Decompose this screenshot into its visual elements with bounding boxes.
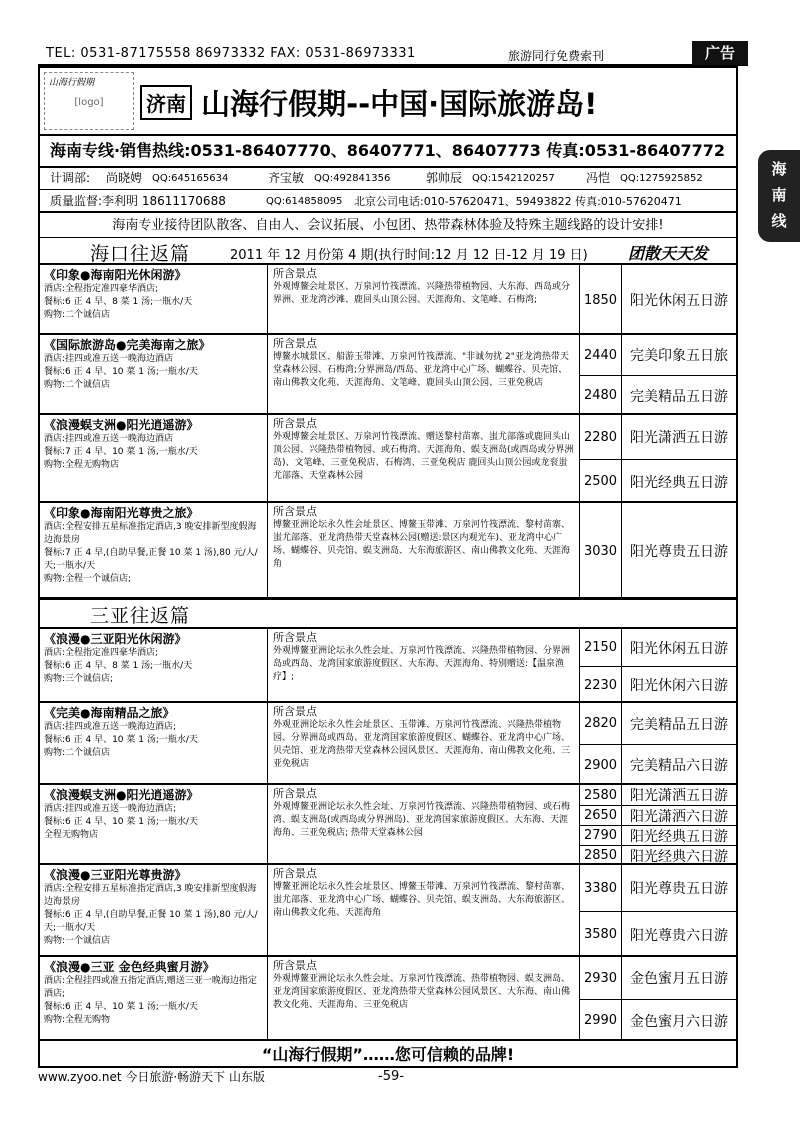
price-line: [580, 865, 736, 911]
staff-qq: QQ:492841356: [314, 173, 391, 184]
meal-info: 餐标:6 正 4 早、10 菜 1 汤;一瓶水/天: [44, 1002, 198, 1012]
price-line: [580, 415, 736, 459]
product-info: [40, 415, 268, 501]
section-title: 海口往返篇: [90, 243, 191, 265]
tour-name: 阳光经典六日游: [630, 848, 728, 865]
product-name: 《浪漫●三亚阳光尊贵游》: [44, 868, 187, 882]
hotel-info: 酒店:挂四或准五送一晚海边酒店;: [44, 804, 177, 814]
staff-qq: QQ:645165634: [152, 173, 229, 184]
sanya-section-header: [40, 599, 736, 629]
scenic-list: 外观亚洲论坛永久性会址景区、玉带滩、万泉河竹筏漂流、兴隆热带植物园、分界洲岛或西岛、亚龙湾国家旅游度假区、蝴蝶谷、亚龙湾中心广场、贝壳馆、亚龙湾热带天堂森林公园风景区、天涯海角、南山佛教文化苑、三亚免税店: [273, 720, 571, 769]
meal-info: 餐标:6 正 4 早、8 菜 1 汤;一瓶水/天: [44, 661, 193, 671]
scenic-spots: [268, 785, 580, 863]
staff-qq: QQ:1275925852: [620, 173, 703, 184]
price-line: [580, 999, 736, 1041]
scenic-list: 博鳌水城景区、船游玉带滩、万泉河竹筏漂流、"非诚勿扰 2"亚龙湾热带天堂森林公园、石梅湾;分界洲岛/西岛、亚龙湾中心广场、蝴蝶谷、贝壳馆、南山佛教文化苑、天涯海角、文笔峰、鹿回头山顶公园、三亚免税店: [273, 352, 569, 388]
phone-fax-line: TEL: 0531-87175558 86973332 FAX: 0531-86973331: [46, 46, 416, 61]
hotline-bar: 海南专线·销售热线:0531-86407770、86407771、86407773 传真:0531-86407772: [40, 134, 736, 168]
haikou-section-header: [40, 237, 736, 265]
scenic-label: 所含景点: [273, 705, 317, 718]
brand-title: 山海行假期--中国·国际旅游岛!: [201, 87, 598, 121]
staff-name: 冯恺: [586, 171, 611, 185]
product-row: [40, 865, 736, 957]
price-line: [580, 335, 736, 375]
quality-supervision: [40, 191, 736, 213]
hotel-info: 酒店:挂四或准五送一晚海边酒店;: [44, 722, 177, 732]
product-name: 《完美●海南精品之旅》: [44, 706, 175, 720]
scenic-spots: [268, 629, 580, 701]
price-line: [580, 744, 736, 785]
side-tab-char: 海: [771, 160, 787, 178]
product-row: [40, 503, 736, 599]
price-list: [580, 415, 736, 501]
tour-name: 金色蜜月六日游: [630, 1013, 728, 1030]
price-list: [580, 785, 736, 863]
issue-info: 2011 年 12 月份第 4 期(执行时间:12 月 12 日-12 月 19 日): [230, 248, 588, 263]
hotel-info: 酒店:挂四或准五送一晚海边酒店: [44, 354, 174, 364]
product-name: 《浪漫蜈支洲●阳光逍遥游》: [44, 788, 199, 802]
brand-logo: [44, 72, 134, 130]
price-value: 2990: [580, 1000, 622, 1041]
top-bar: [38, 44, 748, 66]
product-row: [40, 335, 736, 415]
beijing-office: 北京公司电话:010-57620471、59493822 传真:010-57620471: [354, 195, 682, 208]
scenic-spots: [268, 865, 580, 955]
price-value: 2820: [580, 703, 622, 744]
hainan-line-tab: [758, 150, 800, 242]
scenic-spots: [268, 703, 580, 783]
price-list: [580, 265, 736, 333]
brand-slogan: “山海行假期”……您可信赖的品牌!: [261, 1045, 515, 1064]
dept-label: 计调部:: [50, 171, 91, 185]
price-line: [580, 845, 736, 865]
shopping-info: 全程无购物店: [44, 830, 99, 840]
scenic-list: 博鳌亚洲论坛永久性会址景区、博鳌玉带滩、万泉河竹筏漂流、黎村苗寨、蚩尤部落、亚龙湾热带天堂森林公园(赠送:景区内观光车)、亚龙湾中心广场、蝴蝶谷、贝壳馆、蜈支洲岛、大东海旅游区、南山佛教文化苑、天涯海角: [273, 520, 571, 569]
price-value: 2480: [580, 376, 622, 415]
tour-name: 阳光经典五日游: [630, 828, 728, 845]
price-value: 2280: [580, 415, 622, 459]
scenic-list: 外观博鳌亚洲论坛永久性会址、万泉河竹筏漂流、兴隆热带植物园、或石梅湾、蜈支洲岛(或西岛或分界洲岛)、亚龙湾国家旅游度假区、大东海、天涯海角、三亚免税店; 热带天堂森林公园: [273, 802, 571, 838]
scenic-label: 所含景点: [273, 337, 317, 350]
tour-name: 完美精品六日游: [630, 758, 728, 774]
price-value: 2500: [580, 460, 622, 503]
product-row: [40, 629, 736, 703]
staff-name: 郭帅辰: [426, 171, 463, 185]
hotel-info: 酒店:全程指定准四豪华酒店;: [44, 648, 159, 658]
tour-name: 阳光潇洒六日游: [630, 808, 728, 825]
shopping-info: 购物:二个诚信店: [44, 310, 111, 320]
product-info: [40, 957, 268, 1039]
price-line: [580, 375, 736, 415]
tour-name: 阳光潇洒五日游: [630, 430, 728, 446]
price-value: 2150: [580, 629, 622, 666]
shopping-info: 购物:二个诚信店: [44, 380, 111, 390]
scenic-list: 外观博鳌亚洲论坛永久性会址、万泉河竹筏漂流、热带植物园、蜈支洲岛、亚龙湾国家旅游度假区、亚龙湾热带天堂森林公园风景区、大东海、南山佛教文化苑、天涯海角、三亚免税店: [273, 974, 571, 1010]
scenic-spots: [268, 265, 580, 333]
scenic-label: 所含景点: [273, 959, 317, 972]
hotel-info: 酒店:挂四或准五送一晚海边酒店: [44, 434, 174, 444]
price-line: [580, 459, 736, 503]
product-info: [40, 865, 268, 955]
shopping-info: 购物:全程无购物店: [44, 460, 120, 470]
scenic-label: 所含景点: [273, 417, 317, 430]
price-value: 2900: [580, 745, 622, 785]
price-value: 3030: [580, 503, 622, 599]
section-title: 三亚往返篇: [90, 605, 191, 627]
product-name: 《印象●海南阳光尊贵之旅》: [44, 506, 199, 520]
tour-name: 阳光尊贵五日游: [630, 544, 728, 560]
side-tab-char: 南: [771, 186, 787, 204]
price-list: [580, 629, 736, 701]
staff-name: 齐宝敏: [268, 171, 305, 185]
price-value: 2580: [580, 785, 622, 805]
price-value: 2440: [580, 335, 622, 375]
service-intro: 海南专业接待团队散客、自由人、会议拓展、小包团、热带森林体验及特殊主题线路的设计安排!: [112, 218, 664, 233]
scenic-list: 博鳌亚洲论坛永久性会址景区、博鳌玉带滩、万泉河竹筏漂流、黎村苗寨、蚩尤部落、亚龙湾中心广场、蝴蝶谷、贝壳馆、蜈支洲岛、大东海旅游区、南山佛教文化苑、天涯海角: [273, 882, 571, 918]
meal-info: 餐标:6 正 4 早、10 菜 1 汤;一瓶水/天: [44, 735, 198, 745]
product-name: 《浪漫蜈支洲●阳光逍遥游》: [44, 418, 199, 432]
meal-info: 餐标:6 正 4 早、8 菜 1 汤;一瓶水/天: [44, 297, 193, 307]
staff-contacts: [40, 168, 736, 190]
product-row: [40, 265, 736, 335]
product-info: [40, 785, 268, 863]
hotel-info: 酒店:全程安排五星标准指定酒店,3 晚安排新型度假海边海景房: [44, 522, 257, 545]
price-line: [580, 805, 736, 825]
scenic-label: 所含景点: [273, 867, 317, 880]
price-list: [580, 703, 736, 783]
price-value: 2650: [580, 806, 622, 825]
price-value: 3380: [580, 865, 622, 911]
product-row: [40, 785, 736, 865]
product-info: [40, 265, 268, 333]
free-catalog-note: 旅游同行免费索刊: [508, 49, 605, 63]
shopping-info: 购物:二个诚信店: [44, 748, 111, 758]
product-info: [40, 629, 268, 701]
hotel-info: 酒店:全程指定准四豪华酒店;: [44, 284, 159, 294]
tour-name: 阳光潇洒五日游: [630, 788, 728, 804]
brand-header: [140, 82, 732, 122]
price-list: [580, 335, 736, 413]
meal-info: 餐标:6 正 4 早、10 菜 1 汤;一瓶水/天: [44, 817, 198, 827]
product-name: 《国际旅游岛●完美海南之旅》: [44, 338, 211, 352]
meal-info: 餐标:7 正 4 早、10 菜 1 汤,一瓶水/天: [44, 447, 198, 457]
daily-departure: 团散天天发: [628, 244, 709, 263]
scenic-label: 所含景点: [273, 505, 317, 518]
bottom-bar: [38, 1068, 738, 1086]
hotel-info: 酒店:全程挂四或准五指定酒店,赠送三亚一晚海边指定酒店;: [44, 976, 257, 999]
tour-name: 阳光休闲六日游: [630, 678, 728, 694]
scenic-spots: [268, 957, 580, 1039]
ad-label: 广告: [692, 41, 748, 65]
scenic-spots: [268, 503, 580, 597]
meal-info: 餐标:6 正 4 早,(自助早餐,正餐 10 菜 1 汤),80 元/人/天;一瓶水/天: [44, 910, 258, 933]
tour-name: 金色蜜月五日游: [630, 971, 728, 987]
meal-info: 餐标:6 正 4 早、10 菜 1 汤;一瓶水/天: [44, 367, 198, 377]
tour-name: 完美印象五日旅: [630, 348, 728, 364]
side-tab-char: 线: [771, 212, 787, 230]
tour-name: 阳光尊贵五日游: [630, 881, 728, 897]
product-info: [40, 503, 268, 597]
price-value: 3580: [580, 912, 622, 957]
scenic-label: 所含景点: [273, 631, 317, 644]
advert-frame: [38, 66, 738, 1068]
shopping-info: 购物:一个诚信店: [44, 936, 111, 946]
product-row: [40, 415, 736, 503]
tour-name: 阳光休闲五日游: [630, 640, 728, 657]
city-badge: 济南: [140, 85, 192, 120]
staff-name: 尚晓娉: [106, 171, 143, 185]
page-number: -59-: [378, 1069, 404, 1084]
price-value: 2850: [580, 846, 622, 865]
tour-name: 完美精品五日游: [630, 388, 728, 405]
shopping-info: 购物:全程无购物: [44, 1015, 111, 1025]
price-value: 1850: [580, 265, 622, 335]
price-value: 2930: [580, 957, 622, 999]
product-row: [40, 703, 736, 785]
price-value: 2790: [580, 826, 622, 845]
product-info: [40, 335, 268, 413]
scenic-label: 所含景点: [273, 267, 317, 280]
product-name: 《印象●海南阳光休闲游》: [44, 268, 187, 282]
hotel-info: 酒店:全程安排五星标准指定酒店,3 晚安排新型度假海边海景房: [44, 884, 257, 907]
scenic-spots: [268, 335, 580, 413]
price-line: [580, 629, 736, 666]
price-list: [580, 957, 736, 1039]
tour-name: 阳光经典五日游: [630, 474, 728, 491]
scenic-spots: [268, 415, 580, 501]
supervisor-qq: QQ:614858095: [266, 196, 343, 207]
website-line: www.zyoo.net 今日旅游·畅游天下 山东版: [38, 1070, 265, 1084]
logo-placeholder: [logo]: [74, 97, 104, 108]
price-line: [580, 825, 736, 845]
staff-qq: QQ:1542120257: [472, 173, 555, 184]
price-line: [580, 911, 736, 957]
shopping-info: 购物:全程一个诚信店;: [44, 574, 132, 584]
meal-info: 餐标:7 正 4 早,(自助早餐,正餐 10 菜 1 汤),80 元/人/天;一瓶水/天: [44, 548, 258, 571]
scenic-list: 外观博鳌亚洲论坛永久性会址、万泉河竹筏漂流、兴隆热带植物园、分界洲岛或西岛、龙湾国家旅游度假区、大东海、天涯海角、特别赠送:【温泉渔疗】;: [273, 646, 571, 682]
price-line: [580, 265, 736, 335]
scenic-label: 所含景点: [273, 787, 317, 800]
tour-name: 完美精品五日游: [630, 716, 728, 733]
scenic-list: 外观博鳌会址景区、万泉河竹筏漂流、赠送黎村苗寨、蚩尤部落或鹿回头山顶公园、兴隆热带植物园、或石梅湾、天涯海角、蜈支洲岛(或西岛或分界洲岛)、文笔峰、三亚免税店、石梅湾、三亚免税店 鹿回头山顶公园或龙衮蚩尤部落、天堂森林公园: [273, 432, 574, 481]
logo-text: 山海行假期: [49, 78, 95, 88]
scenic-list: 外观博鳌会址景区、万泉河竹筏漂流、兴隆热带植物园、大东海、西岛或分界洲、亚龙湾沙滩、鹿回头山顶公园、天涯海角、文笔峰、石梅湾;: [273, 282, 571, 305]
price-line: [580, 666, 736, 703]
price-line: [580, 785, 736, 805]
tour-name: 阳光休闲五日游: [630, 293, 728, 309]
price-line: [580, 957, 736, 999]
product-info: [40, 703, 268, 783]
price-list: [580, 865, 736, 955]
price-line: [580, 503, 736, 599]
product-name: 《浪漫●三亚 金色经典蜜月游》: [44, 960, 215, 974]
product-name: 《浪漫●三亚阳光休闲游》: [44, 632, 187, 646]
price-list: [580, 503, 736, 597]
price-value: 2230: [580, 667, 622, 703]
supervisor-line: 质量监督:李利明 18611170688: [50, 194, 226, 208]
product-row: [40, 957, 736, 1041]
shopping-info: 购物:三个诚信店;: [44, 674, 114, 684]
price-line: [580, 703, 736, 744]
tour-name: 阳光尊贵六日游: [630, 927, 728, 944]
